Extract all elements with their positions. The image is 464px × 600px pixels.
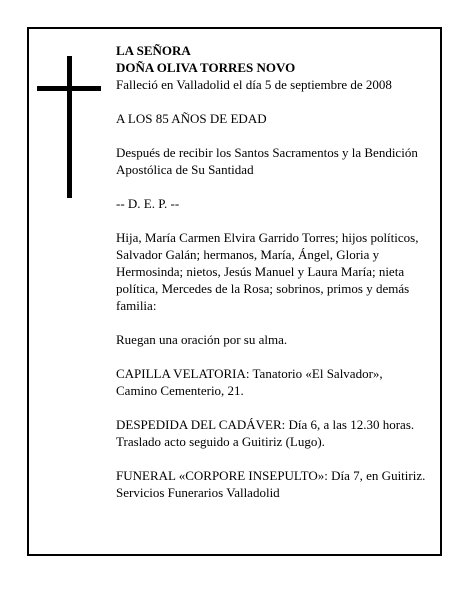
cross-horizontal-bar (37, 86, 101, 91)
deceased-name: DOÑA OLIVA TORRES NOVO (116, 60, 296, 75)
farewell-line: DESPEDIDA DEL CADÁVER: Día 6, a las 12.30 horas. Traslado acto seguido a Guitiriz (Lugo). (116, 417, 415, 449)
sacraments-line: Después de recibir los Santos Sacramentos y la Bendición Apostólica de Su Santidad (116, 145, 418, 177)
age-line: A LOS 85 AÑOS DE EDAD (116, 111, 267, 126)
funeral-line: FUNERAL «CORPORE INSEPULTO»: Día 7, en Guitiriz. (116, 468, 426, 483)
family-line: Hija, María Carmen Elvira Garrido Torres; hijos políticos, Salvador Galán; hermanos, María, Ángel, Gloria y Hermosinda; nietos, Jesús Manuel y Laura María; nieta política, Mercedes de la Rosa; sobrinos, primos y demás familia: (116, 230, 419, 313)
rip-line: -- D. E. P. -- (116, 196, 180, 211)
obituary-notice (27, 27, 442, 556)
chapel-line: CAPILLA VELATORIA: Tanatorio «El Salvador», Camino Cementerio, 21. (116, 366, 383, 398)
notice-text (116, 42, 426, 501)
prayer-line: Ruegan una oración por su alma. (116, 332, 288, 347)
services-line: Servicios Funerarios Valladolid (116, 485, 280, 500)
cross-vertical-bar (67, 56, 72, 198)
death-details: Falleció en Valladolid el día 5 de septiembre de 2008 (116, 77, 392, 92)
cross-icon (37, 56, 101, 198)
title-line-1: LA SEÑORA (116, 43, 191, 58)
